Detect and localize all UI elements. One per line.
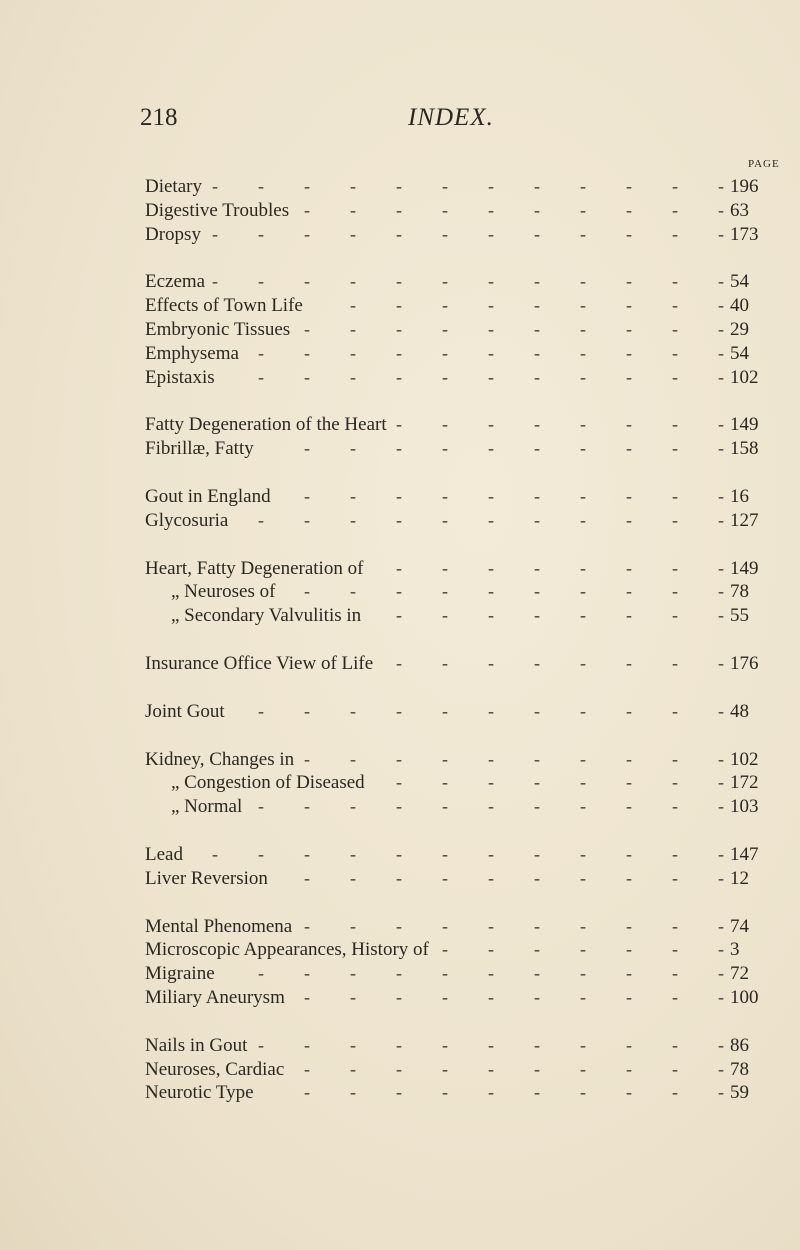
index-group bbox=[0, 843, 800, 891]
entry-label: „ Congestion of Diseased bbox=[171, 772, 365, 794]
index-entry: Fatty Degeneration of the Heart - - - - - - - - 149 bbox=[0, 413, 800, 437]
entry-label: Gout in England bbox=[145, 485, 271, 507]
entry-label: Embryonic Tissues bbox=[145, 318, 291, 340]
index-entry: „ Neuroses of - - - - - - - - - - 78 bbox=[0, 580, 800, 604]
entry-page-number: 54 bbox=[730, 271, 749, 293]
index-entry: Lead - - - - - - - - - - - - 147 bbox=[0, 843, 800, 867]
index-entry: Neurotic Type - - - - - - - - - - 59 bbox=[0, 1081, 800, 1105]
index-entry: Dropsy - - - - - - - - - - - - 173 bbox=[0, 223, 800, 247]
entry-page-number: 147 bbox=[730, 843, 759, 865]
entry-label: Glycosuria bbox=[145, 509, 229, 531]
index-entry: „ Secondary Valvulitis in - - - - - - - - 55 bbox=[0, 604, 800, 628]
index-group bbox=[0, 270, 800, 389]
index-entry: Liver Reversion - - - - - - - - - - 12 bbox=[0, 867, 800, 891]
entry-page-number: 172 bbox=[730, 772, 759, 794]
entry-label: Dropsy bbox=[145, 223, 201, 245]
index-entry: Microscopic Appearances, History of - - - - - - - 3 bbox=[0, 938, 800, 962]
index-group bbox=[0, 748, 800, 819]
entry-page-number: 158 bbox=[730, 438, 759, 460]
entry-label: Epistaxis bbox=[145, 366, 215, 388]
entry-label: Insurance Office View of Life bbox=[145, 652, 374, 674]
index-entry: „ Normal - - - - - - - - - - - 103 bbox=[0, 795, 800, 819]
entry-page-number: 102 bbox=[730, 366, 759, 388]
index-entry: Gout in England - - - - - - - - - - 16 bbox=[0, 485, 800, 509]
index-entry: Digestive Troubles - - - - - - - - - - 63 bbox=[0, 199, 800, 223]
entry-label: Emphysema bbox=[145, 342, 239, 364]
index-group bbox=[0, 175, 800, 246]
index-group bbox=[0, 485, 800, 533]
entry-page-number: 173 bbox=[730, 223, 759, 245]
entry-page-number: 176 bbox=[730, 652, 759, 674]
index-entry: Glycosuria - - - - - - - - - - - 127 bbox=[0, 509, 800, 533]
index-entry: Heart, Fatty Degeneration of - - - - - - - - 149 bbox=[0, 557, 800, 581]
index-entry: Emphysema - - - - - - - - - - - 54 bbox=[0, 342, 800, 366]
index-entry: Neuroses, Cardiac - - - - - - - - - - 78 bbox=[0, 1058, 800, 1082]
index-entry: Migraine - - - - - - - - - - - 72 bbox=[0, 962, 800, 986]
index-group bbox=[0, 1034, 800, 1105]
entry-page-number: 74 bbox=[730, 915, 749, 937]
entry-page-number: 196 bbox=[730, 176, 759, 197]
entry-label: Neurotic Type bbox=[145, 1082, 254, 1104]
index-entries bbox=[0, 175, 800, 1129]
index-entry: Nails in Gout - - - - - - - - - - - 86 bbox=[0, 1034, 800, 1058]
entry-page-number: 12 bbox=[730, 867, 749, 889]
entry-page-number: 55 bbox=[730, 605, 749, 627]
entry-page-number: 40 bbox=[730, 295, 749, 317]
entry-page-number: 103 bbox=[730, 796, 759, 818]
index-group bbox=[0, 557, 800, 628]
entry-label: Microscopic Appearances, History of bbox=[145, 939, 429, 961]
entry-label: Neuroses, Cardiac bbox=[145, 1058, 285, 1080]
index-group bbox=[0, 700, 800, 724]
entry-label: „ Secondary Valvulitis in bbox=[171, 605, 362, 627]
index-entry: Epistaxis - - - - - - - - - - - 102 bbox=[0, 366, 800, 390]
entry-label: Nails in Gout bbox=[145, 1034, 248, 1056]
page-number: 218 bbox=[140, 104, 178, 131]
index-entry: Insurance Office View of Life - - - - - - - - 176 bbox=[0, 652, 800, 676]
entry-label: Effects of Town Life bbox=[145, 295, 303, 317]
page-header bbox=[0, 104, 800, 134]
entry-page-number: 63 bbox=[730, 199, 749, 221]
index-group bbox=[0, 413, 800, 461]
entry-page-number: 78 bbox=[730, 1058, 749, 1080]
index-entry: Embryonic Tissues - - - - - - - - - - 29 bbox=[0, 318, 800, 342]
entry-page-number: 100 bbox=[730, 986, 759, 1008]
entry-label: Lead bbox=[145, 843, 183, 865]
entry-page-number: 3 bbox=[730, 939, 740, 961]
entry-label: Fibrillæ, Fatty bbox=[145, 438, 254, 460]
entry-label: Miliary Aneurysm bbox=[145, 986, 285, 1008]
index-entry: Fibrillæ, Fatty - - - - - - - - - - 158 bbox=[0, 437, 800, 461]
index-entry: Eczema - - - - - - - - - - - - 54 bbox=[0, 270, 800, 294]
entry-page-number: 72 bbox=[730, 963, 749, 985]
index-entry: Mental Phenomena - - - - - - - - - - 74 bbox=[0, 915, 800, 939]
entry-page-number: 29 bbox=[730, 318, 749, 340]
index-entry: Effects of Town Life - - - - - - - - - 40 bbox=[0, 294, 800, 318]
entry-page-number: 59 bbox=[730, 1082, 749, 1104]
entry-label: Migraine bbox=[145, 963, 215, 985]
entry-label: Fatty Degeneration of the Heart bbox=[145, 414, 387, 436]
entry-page-number: 149 bbox=[730, 414, 759, 436]
entry-label: Kidney, Changes in bbox=[145, 748, 295, 770]
entry-page-number: 102 bbox=[730, 748, 759, 770]
index-entry: Miliary Aneurysm - - - - - - - - - - 100 bbox=[0, 986, 800, 1010]
entry-page-number: 48 bbox=[730, 700, 749, 722]
index-entry: Kidney, Changes in - - - - - - - - - - 102 bbox=[0, 748, 800, 772]
entry-label: Liver Reversion bbox=[145, 867, 268, 889]
entry-label: Heart, Fatty Degeneration of bbox=[145, 557, 364, 579]
entry-page-number: 16 bbox=[730, 485, 749, 507]
index-entry: Joint Gout - - - - - - - - - - - 48 bbox=[0, 700, 800, 724]
index-entry: „ Congestion of Diseased - - - - - - - - 172 bbox=[0, 771, 800, 795]
entry-page-number: 149 bbox=[730, 557, 759, 579]
entry-label: Joint Gout bbox=[145, 700, 225, 722]
index-entry: Dietary - - - - - - - - - - - - 196 bbox=[0, 175, 800, 199]
running-title: INDEX. bbox=[408, 104, 494, 131]
entry-page-number: 78 bbox=[730, 581, 749, 603]
entry-label: Digestive Troubles bbox=[145, 199, 290, 221]
index-group bbox=[0, 652, 800, 676]
entry-label: Mental Phenomena bbox=[145, 915, 293, 937]
entry-page-number: 54 bbox=[730, 342, 749, 364]
index-group bbox=[0, 915, 800, 1010]
entry-label: „ Neuroses of bbox=[171, 581, 276, 603]
entry-label: „ Normal bbox=[171, 796, 243, 818]
entry-label: Eczema bbox=[145, 271, 206, 293]
page-column-heading: PAGE bbox=[748, 158, 780, 170]
entry-label: Dietary bbox=[145, 176, 202, 197]
entry-page-number: 86 bbox=[730, 1034, 749, 1056]
entry-page-number: 127 bbox=[730, 509, 759, 531]
